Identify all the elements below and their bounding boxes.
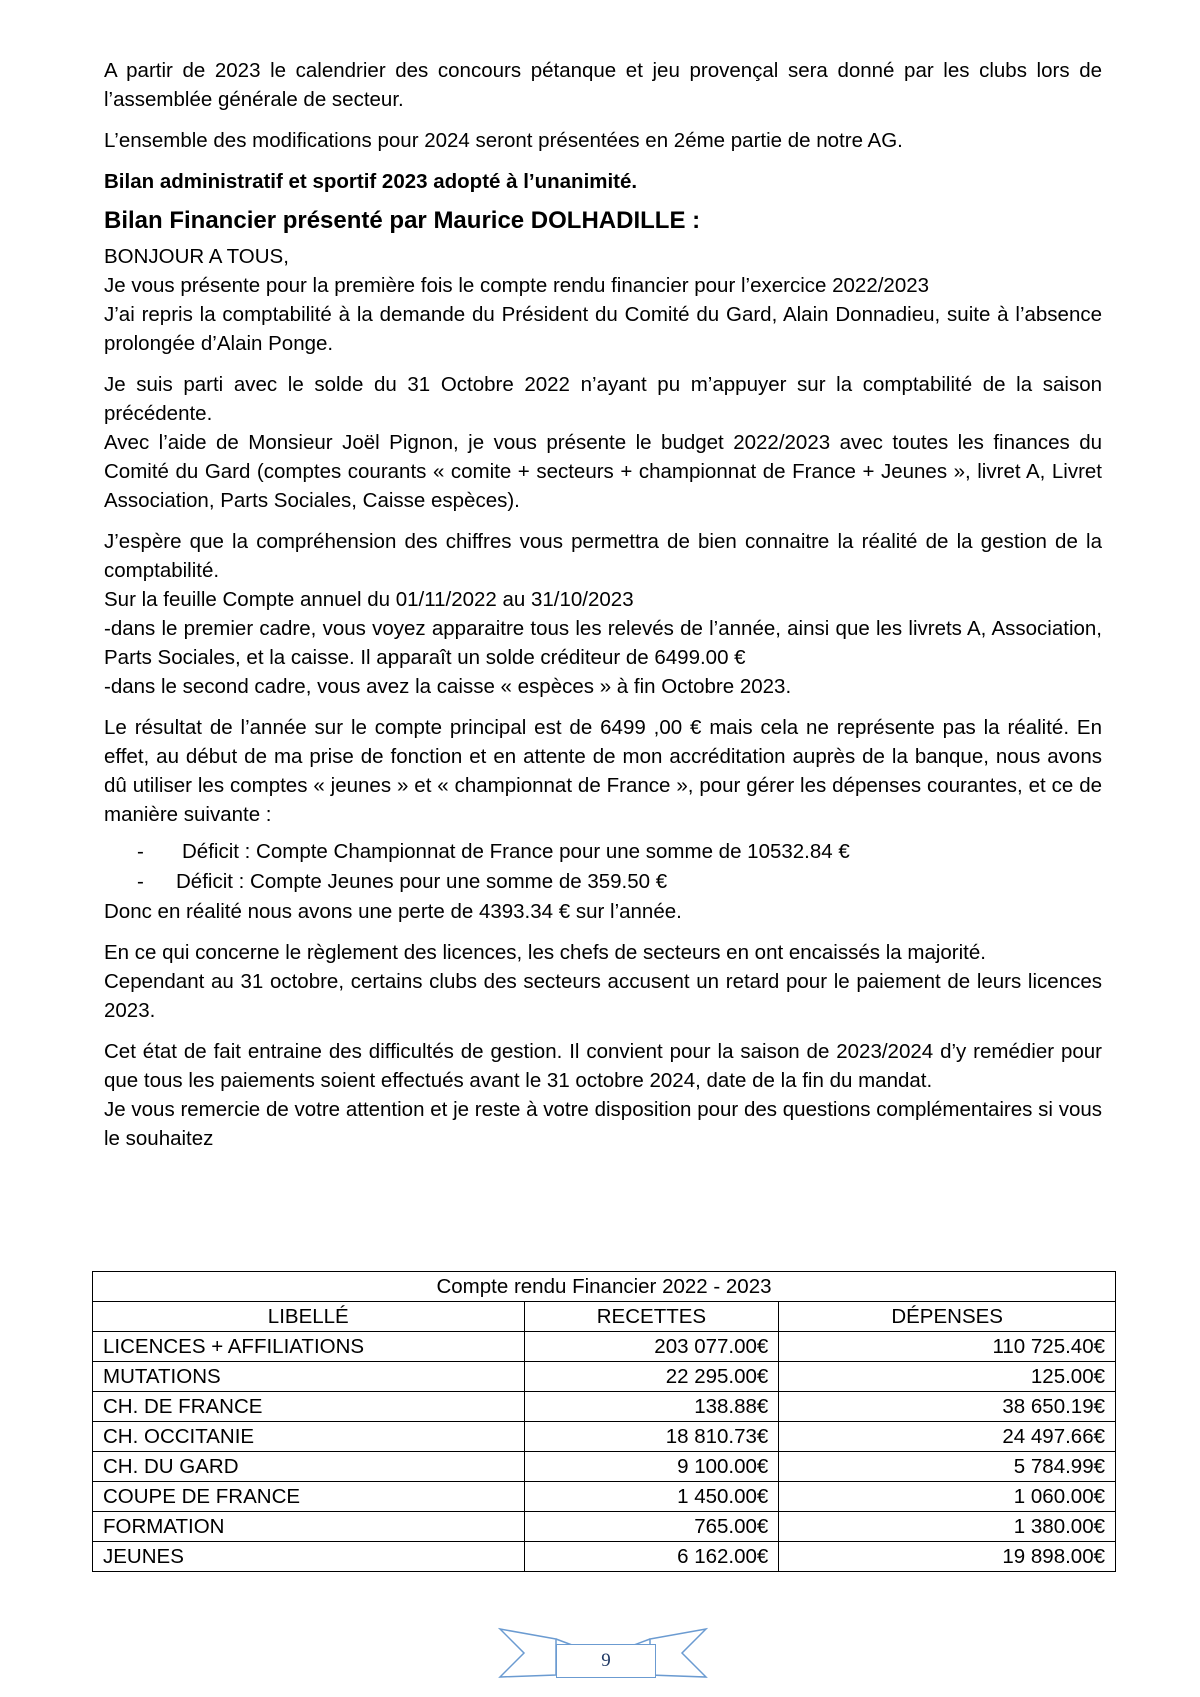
paragraph-second-cadre: -dans le second cadre, vous avez la caisse « espèces » à fin Octobre 2023. bbox=[104, 675, 792, 698]
table-row bbox=[93, 1392, 1116, 1422]
bullet-dash: - bbox=[137, 870, 144, 893]
row-depenses: 1 380.00€ bbox=[779, 1512, 1116, 1542]
row-label: FORMATION bbox=[93, 1512, 525, 1542]
column-header-depenses: DÉPENSES bbox=[779, 1302, 1116, 1332]
row-depenses: 1 060.00€ bbox=[779, 1482, 1116, 1512]
row-depenses: 38 650.19€ bbox=[779, 1392, 1116, 1422]
table-row bbox=[93, 1332, 1116, 1362]
row-depenses: 5 784.99€ bbox=[779, 1452, 1116, 1482]
row-recettes: 138.88€ bbox=[524, 1392, 779, 1422]
list-item bbox=[104, 867, 1102, 897]
paragraph-presentation: Je vous présente pour la première fois le compte rendu financier pour l’exercice 2022/2023 bbox=[104, 274, 930, 297]
row-label: CH. DE FRANCE bbox=[93, 1392, 525, 1422]
list-item bbox=[104, 837, 1102, 867]
table-caption: Compte rendu Financier 2022 - 2023 bbox=[93, 1272, 1116, 1302]
paragraph-modifications: L’ensemble des modifications pour 2024 seront présentées en 2éme partie de notre AG. bbox=[104, 129, 903, 152]
table-row bbox=[93, 1542, 1116, 1572]
paragraph-resultat: Le résultat de l’année sur le compte principal est de 6499 ,00 € mais cela ne représente pas la réalité. En effet, au début de ma prise de fonction et en attente de mon accréditation auprès de la banque, nous avons dû utiliser les comptes « jeunes » et « championnat de France », pour gérer les dépenses courantes, et ce de manière suivante : bbox=[104, 716, 1102, 826]
row-label: CH. OCCITANIE bbox=[93, 1422, 525, 1452]
row-depenses: 24 497.66€ bbox=[779, 1422, 1116, 1452]
row-label: LICENCES + AFFILIATIONS bbox=[93, 1332, 525, 1362]
column-header-recettes: RECETTES bbox=[524, 1302, 779, 1332]
row-recettes: 203 077.00€ bbox=[524, 1332, 779, 1362]
row-depenses: 19 898.00€ bbox=[779, 1542, 1116, 1572]
section-heading: Bilan Financier présenté par Maurice DOLHADILLE : bbox=[104, 207, 701, 234]
table-caption-row bbox=[93, 1272, 1116, 1302]
table-header-row bbox=[93, 1302, 1116, 1332]
table-row bbox=[93, 1422, 1116, 1452]
financial-table bbox=[92, 1271, 1116, 1572]
row-label: CH. DU GARD bbox=[93, 1452, 525, 1482]
paragraph-solde: Je suis parti avec le solde du 31 Octobre 2022 n’ayant pu m’appuyer sur la comptabilité de la saison précédente. bbox=[104, 373, 1102, 425]
paragraph-comprehension: J’espère que la compréhension des chiffres vous permettra de bien connaitre la réalité de la gestion de la comptabilité. bbox=[104, 530, 1102, 582]
table-row bbox=[93, 1452, 1116, 1482]
row-recettes: 22 295.00€ bbox=[524, 1362, 779, 1392]
row-recettes: 18 810.73€ bbox=[524, 1422, 779, 1452]
page-number: 9 bbox=[556, 1644, 656, 1678]
row-label: MUTATIONS bbox=[93, 1362, 525, 1392]
paragraph-retard: Cependant au 31 octobre, certains clubs des secteurs accusent un retard pour le paiement de leurs licences 2023. bbox=[104, 970, 1102, 1022]
row-label: JEUNES bbox=[93, 1542, 525, 1572]
paragraph-calendrier: A partir de 2023 le calendrier des concours pétanque et jeu provençal sera donné par les clubs lors de l’assemblée générale de secteur. bbox=[104, 59, 1102, 111]
deficit-jeunes: Déficit : Compte Jeunes pour une somme de 359.50 € bbox=[176, 870, 668, 893]
row-recettes: 6 162.00€ bbox=[524, 1542, 779, 1572]
document-body bbox=[104, 56, 1102, 1153]
row-depenses: 110 725.40€ bbox=[779, 1332, 1116, 1362]
row-recettes: 9 100.00€ bbox=[524, 1452, 779, 1482]
deficit-list bbox=[104, 837, 1102, 897]
bullet-dash: - bbox=[137, 840, 144, 863]
paragraph-licences: En ce qui concerne le règlement des licences, les chefs de secteurs en ont encaissés la majorité. bbox=[104, 941, 986, 964]
row-recettes: 765.00€ bbox=[524, 1512, 779, 1542]
row-recettes: 1 450.00€ bbox=[524, 1482, 779, 1512]
deficit-championnat: Déficit : Compte Championnat de France pour une somme de 10532.84 € bbox=[182, 840, 850, 863]
paragraph-bilan-adopte: Bilan administratif et sportif 2023 adopté à l’unanimité. bbox=[104, 170, 638, 193]
table-row bbox=[93, 1512, 1116, 1542]
paragraph-budget: Avec l’aide de Monsieur Joël Pignon, je vous présente le budget 2022/2023 avec toutes les finances du Comité du Gard (comptes courants « comite + secteurs + championnat de France + Jeunes », livret A, Livret Association, Parts Sociales, Caisse espèces). bbox=[104, 431, 1102, 512]
paragraph-perte: Donc en réalité nous avons une perte de 4393.34 € sur l’année. bbox=[104, 900, 682, 923]
column-header-libelle: LIBELLÉ bbox=[93, 1302, 525, 1332]
row-label: COUPE DE FRANCE bbox=[93, 1482, 525, 1512]
table-row bbox=[93, 1362, 1116, 1392]
paragraph-remerciements: Je vous remercie de votre attention et je reste à votre disposition pour des questions complémentaires si vous le souhaitez bbox=[104, 1098, 1102, 1150]
table-row bbox=[93, 1482, 1116, 1512]
paragraph-reprise: J’ai repris la comptabilité à la demande du Président du Comité du Gard, Alain Donnadieu, suite à l’absence prolongée d’Alain Ponge. bbox=[104, 303, 1102, 355]
paragraph-premier-cadre: -dans le premier cadre, vous voyez apparaitre tous les relevés de l’année, ainsi que les livrets A, Association, Parts Sociales, et la caisse. Il apparaît un solde créditeur de 6499.00 € bbox=[104, 617, 1102, 669]
paragraph-feuille: Sur la feuille Compte annuel du 01/11/2022 au 31/10/2023 bbox=[104, 588, 634, 611]
row-depenses: 125.00€ bbox=[779, 1362, 1116, 1392]
greeting: BONJOUR A TOUS, bbox=[104, 245, 289, 268]
paragraph-difficultes: Cet état de fait entraine des difficultés de gestion. Il convient pour la saison de 2023/2024 d’y remédier pour que tous les paiements soient effectués avant le 31 octobre 2024, date de la fin du mandat. bbox=[104, 1040, 1102, 1092]
